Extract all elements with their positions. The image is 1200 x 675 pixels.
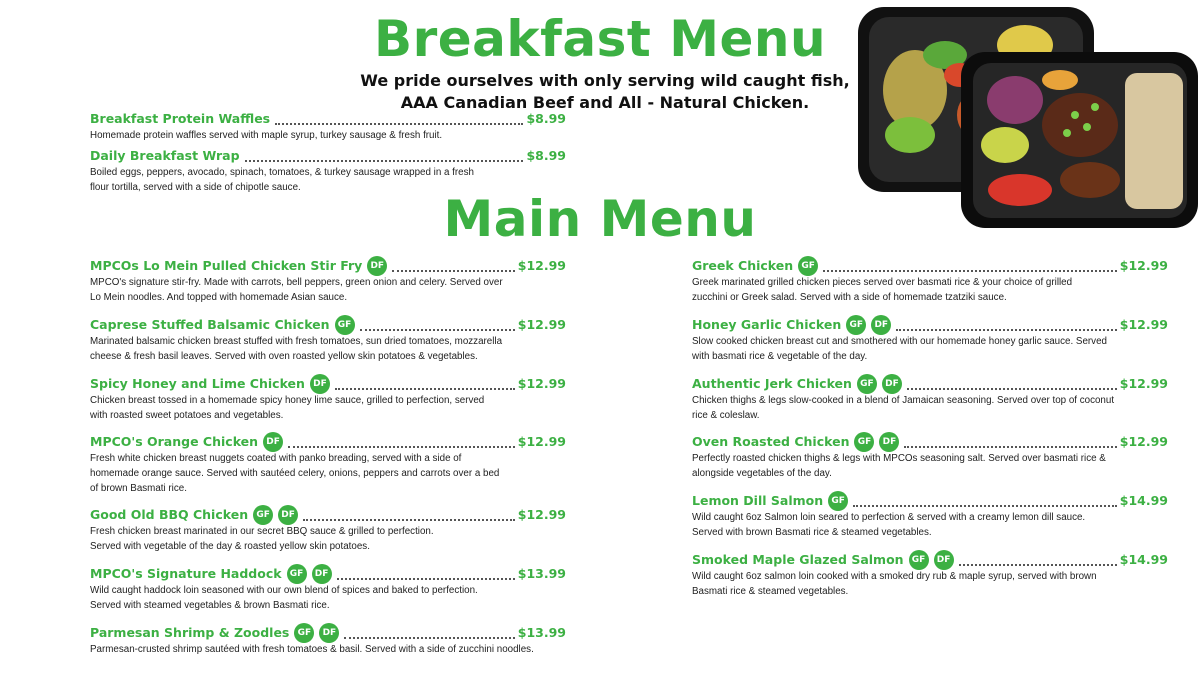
item-description: [90, 451, 566, 496]
item-name: MPCO's Signature Haddock: [90, 566, 282, 581]
item-price: $12.99: [1119, 434, 1168, 449]
gluten-free-badge: GF: [828, 491, 848, 511]
item-name: Oven Roasted Chicken: [692, 434, 850, 449]
leader-dots: [959, 554, 1117, 566]
leader-dots: [245, 150, 524, 162]
leader-dots: [907, 378, 1117, 390]
item-name: Greek Chicken: [692, 258, 794, 273]
leader-dots: [392, 260, 514, 272]
desc-line: Parmesan-crusted shrimp sautéed with fresh tomatoes & basil. Served with a side of zucchini noodles.: [90, 644, 534, 655]
menu-item: [692, 316, 1168, 364]
menu-item: [90, 110, 566, 143]
desc-line: Basmati rice & steamed vegetables.: [692, 586, 849, 597]
item-price: $12.99: [1119, 258, 1168, 273]
tagline: [300, 70, 910, 114]
leader-dots: [288, 436, 515, 448]
item-price: $12.99: [517, 376, 566, 391]
menu-item: [692, 375, 1168, 423]
item-description: [692, 569, 1168, 599]
gluten-free-badge: GF: [287, 564, 307, 584]
item-description: [90, 128, 566, 143]
gluten-free-badge: GF: [857, 374, 877, 394]
desc-line: Chicken breast tossed in a homemade spicy honey lime sauce, grilled to perfection, served: [90, 395, 485, 406]
item-price: $8.99: [526, 111, 566, 126]
leader-dots: [360, 319, 515, 331]
item-price: $12.99: [517, 317, 566, 332]
breakfast-menu-title: Breakfast Menu: [373, 10, 827, 68]
dairy-free-badge: DF: [263, 432, 283, 452]
desc-line: Lo Mein noodles. And topped with homemade Asian sauce.: [90, 292, 348, 303]
dairy-free-badge: DF: [278, 505, 298, 525]
gluten-free-badge: GF: [846, 315, 866, 335]
desc-line: of brown Basmati rice.: [90, 483, 187, 494]
dairy-free-badge: DF: [319, 623, 339, 643]
menu-item: [90, 257, 566, 305]
menu-item: [692, 433, 1168, 481]
item-price: $13.99: [517, 625, 566, 640]
desc-line: with roasted sweet potatoes and vegetables.: [90, 410, 284, 421]
item-name: Caprese Stuffed Balsamic Chicken: [90, 317, 330, 332]
gluten-free-badge: GF: [253, 505, 273, 525]
tagline-line: We pride ourselves with only serving wild caught fish,: [360, 71, 850, 90]
item-price: $14.99: [1119, 552, 1168, 567]
item-name: Parmesan Shrimp & Zoodles: [90, 625, 290, 640]
item-price: $13.99: [517, 566, 566, 581]
menu-item: [90, 433, 566, 496]
desc-line: alongside vegetables of the day.: [692, 468, 832, 479]
item-name: Lemon Dill Salmon: [692, 493, 824, 508]
gluten-free-badge: GF: [798, 256, 818, 276]
item-price: $12.99: [1119, 376, 1168, 391]
dairy-free-badge: DF: [367, 256, 387, 276]
item-name: Honey Garlic Chicken: [692, 317, 842, 332]
leader-dots: [335, 378, 515, 390]
menu-item: [692, 492, 1168, 540]
desc-line: Greek marinated grilled chicken pieces served over basmati rice & your choice of grilled: [692, 277, 1073, 288]
desc-line: Wild caught haddock loin seasoned with our own blend of spices and baked to perfection.: [90, 585, 478, 596]
item-name: Daily Breakfast Wrap: [90, 148, 240, 163]
leader-dots: [896, 319, 1117, 331]
leader-dots: [823, 260, 1117, 272]
desc-line: Served with steamed vegetables & brown Basmati rice.: [90, 600, 330, 611]
dairy-free-badge: DF: [882, 374, 902, 394]
desc-line: Served with vegetable of the day & roasted yellow skin potatoes.: [90, 541, 370, 552]
menu-item: [90, 624, 610, 657]
item-price: $12.99: [1119, 317, 1168, 332]
desc-line: Wild caught 6oz salmon loin cooked with a smoked dry rub & maple syrup, served with brown: [692, 571, 1097, 582]
gluten-free-badge: GF: [854, 432, 874, 452]
item-price: $12.99: [517, 507, 566, 522]
menu-item: [692, 551, 1168, 599]
leader-dots: [337, 568, 515, 580]
tagline-line: AAA Canadian Beef and All - Natural Chicken.: [400, 93, 810, 112]
item-price: $8.99: [526, 148, 566, 163]
desc-line: with basmati rice & vegetable of the day.: [692, 351, 868, 362]
item-description: [90, 334, 566, 364]
desc-line: MPCO's signature stir-fry. Made with carrots, bell peppers, green onion and celery. Served over: [90, 277, 503, 288]
main-menu-title: Main Menu: [443, 190, 757, 248]
menu-item: [90, 565, 566, 613]
item-description: [90, 524, 566, 554]
menu-item: [90, 506, 566, 554]
item-description: [692, 510, 1168, 540]
leader-dots: [904, 436, 1116, 448]
gluten-free-badge: GF: [294, 623, 314, 643]
item-price: $14.99: [1119, 493, 1168, 508]
item-description: [90, 393, 566, 423]
item-name: Spicy Honey and Lime Chicken: [90, 376, 305, 391]
desc-line: Served with brown Basmati rice & steamed vegetables.: [692, 527, 932, 538]
item-name: Smoked Maple Glazed Salmon: [692, 552, 904, 567]
item-name: MPCOs Lo Mein Pulled Chicken Stir Fry: [90, 258, 363, 273]
desc-line: Perfectly roasted chicken thighs & legs with MPCOs seasoning salt. Served over basmati rice &: [692, 453, 1106, 464]
leader-dots: [303, 509, 515, 521]
desc-line: Marinated balsamic chicken breast stuffed with fresh tomatoes, sun dried tomatoes, mozzarella: [90, 336, 503, 347]
item-description: [90, 583, 566, 613]
desc-line: flour tortilla, served with a side of chipotle sauce.: [90, 182, 301, 193]
leader-dots: [853, 495, 1117, 507]
desc-line: Chicken thighs & legs slow-cooked in a blend of Jamaican seasoning. Served over top of coconut: [692, 395, 1115, 406]
desc-line: homemade orange sauce. Served with sautéed celery, onions, peppers and carrots over a bed: [90, 468, 500, 479]
menu-item: [90, 375, 566, 423]
item-description: [692, 451, 1168, 481]
desc-line: Fresh chicken breast marinated in our secret BBQ sauce & grilled to perfection.: [90, 526, 434, 537]
item-description: [90, 275, 566, 305]
leader-dots: [344, 627, 514, 639]
item-description: [90, 642, 610, 657]
item-description: [692, 334, 1168, 364]
desc-line: Wild caught 6oz Salmon loin seared to perfection & served with a creamy lemon dill sauce.: [692, 512, 1086, 523]
desc-line: Boiled eggs, peppers, avocado, spinach, tomatoes, & turkey sausage wrapped in a fresh: [90, 167, 474, 178]
dairy-free-badge: DF: [871, 315, 891, 335]
gluten-free-badge: GF: [909, 550, 929, 570]
dairy-free-badge: DF: [312, 564, 332, 584]
menu-item: [90, 316, 566, 364]
desc-line: Homemade protein waffles served with maple syrup, turkey sausage & fresh fruit.: [90, 130, 443, 141]
item-price: $12.99: [517, 258, 566, 273]
leader-dots: [275, 113, 523, 125]
item-name: MPCO's Orange Chicken: [90, 434, 259, 449]
dairy-free-badge: DF: [879, 432, 899, 452]
menu-item: [90, 147, 566, 195]
desc-line: cheese & fresh basil leaves. Served with oven roasted yellow skin potatoes & vegetables.: [90, 351, 478, 362]
desc-line: Fresh white chicken breast nuggets coated with panko breading, served with a side of: [90, 453, 462, 464]
menu-item: [692, 257, 1168, 305]
desc-line: rice & coleslaw.: [692, 410, 760, 421]
item-name: Breakfast Protein Waffles: [90, 111, 271, 126]
item-name: Good Old BBQ Chicken: [90, 507, 249, 522]
item-price: $12.99: [517, 434, 566, 449]
item-description: [692, 275, 1168, 305]
dairy-free-badge: DF: [310, 374, 330, 394]
gluten-free-badge: GF: [335, 315, 355, 335]
desc-line: zucchini or Greek salad. Served with a side of homemade tzatziki sauce.: [692, 292, 1007, 303]
item-description: [692, 393, 1168, 423]
dairy-free-badge: DF: [934, 550, 954, 570]
item-name: Authentic Jerk Chicken: [692, 376, 852, 391]
desc-line: Slow cooked chicken breast cut and smothered with our homemade honey garlic sauce. Served: [692, 336, 1107, 347]
